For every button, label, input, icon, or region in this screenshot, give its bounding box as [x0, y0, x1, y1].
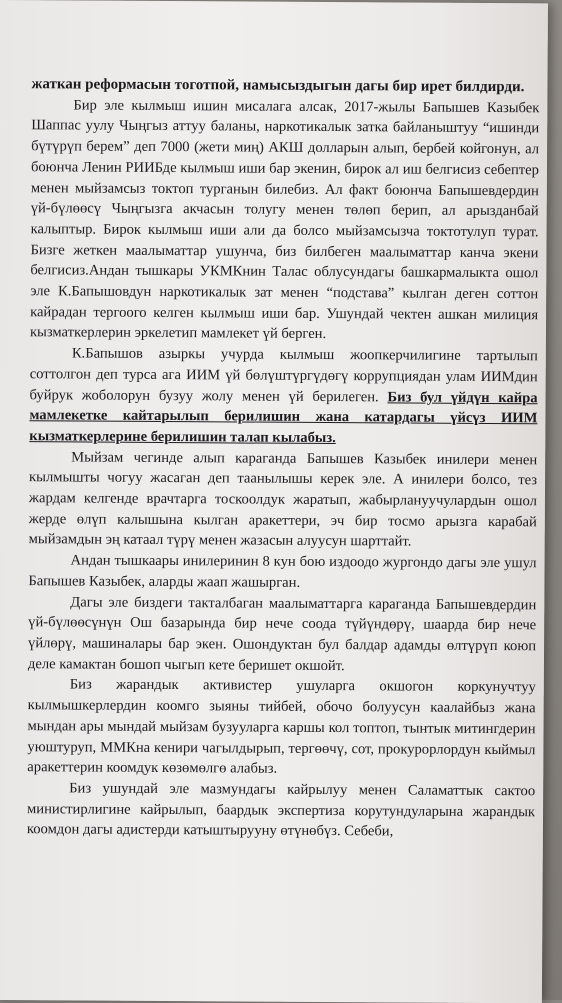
paragraph-3 [29, 343, 538, 450]
paragraph-8: Биз ушундай эле мазмундагы кайрылуу менен Саламаттык сактоо министирлигине кайрылып, баардык экспертиза корутундуларына жарандык коомдон дагы адистерди катыштырууну өтүнөбүз. Себеби, [26, 780, 536, 840]
paragraph-3-demand: Биз бул үйдүн кайра мамлекетке кайтарылып берилишин жана катардагы үйсүз ИИМ кызматкерлерине берилишин талап кылабыз. [29, 388, 538, 447]
paragraph-5: Андан тышкаары инилеринин 8 кун бою издоодо жургондо дагы эле ушул Бапышев Казыбек, аларды жаап жашырган. [28, 552, 537, 591]
paragraph-7: Биз жарандык активистер ушуларга окшогон коркунучтуу кылмышкерлердин коомго зыяны тийбей, обочо болуусун каалайбыз жана мындан ары мындай мыйзам бузууларга каршы кол топтоп, тынтык митингдерин уюштуруп, ММКна кенири чагылдырып, тергөөчү, сот, прокурорлордун кыймыл аракеттерин коомдук көзөмөлгө алабыз. [27, 676, 536, 777]
paragraph-6: Дагы эле биздеги такталбаган маалыматтарга караганда Бапышевдердин үй-бүлөөсүнүн Ош базарында бир нече соода түйүндөрү, шаарда бир нече үйлөрү, машиналары бар экен. Ошондуктан бул балдар адамды өлтүрүп коюп деле камактан бошоп чыгып кете беришет окшойт. [27, 594, 537, 674]
paragraph-3-text: К.Бапышов азыркы учурда кылмыш жоопкерчилигине тартылып соттолгон деп турса ага ИИМ үй бөлүштүргүдөгү коррупциядан улам ИИМдин буйрук жоболорун бузуу жолу менен үй берилеген. [29, 345, 538, 405]
paragraph-4: Мыйзам чегинде алып караганда Бапышев Казыбек инилери менен кылмышты чогуу жасаган деп таанылышы керек эле. А инилери болсо, тез жардам келгенде врачтарга тоскоолдук жаратып, жабырлануучулардын ошол жерде өлүп калышына кылган аракеттери, эч бир тосмо арызга карабай мыйзамдын эң катаал түрү менен жазасын алуусун шарттайт. [28, 449, 538, 550]
document-body [27, 74, 540, 843]
paragraph-2: Бир эле кылмыш ишин мисалага алсак, 2017-жылы Бапышев Казыбек Шаппас уулу Чыңгыз аттуу баланы, наркотикалык затка байланыштуу “ишинди бүтүрүп берем” деп 7000 (жети миң) АКШ долларын алып, бербей койгонун, ал боюнча Ленин РИИБде кылмыш иши бар экенин, бирок ал иш белгисиз себептер менен мыйзамсыз токтоп турганын билебиз. Ал факт боюнча Бапышевдердин үй-бүлөөсү Чыңгызга акчасын толугу менен төлөп берип, ал арызданбай калыптыр. Бирок кылмыш иши али да болсо мыйзамсызча токтотулуп турат. Бизге жеткен маалыматтар ушунча, биз билбеген маалыматтар канча экени белгисиз.Андан тышкары УКМКнин Талас облусундагы башкармалыкта ошол эле К.Бапышовдун наркотикалык зат менен “подстава” кылган деген соттон кайрадан тергоого келген кылмыш иши бар. Ушундай чектен ашкан милиция кызматкерлерин эркелетип мамлекет үй берген. [29, 97, 540, 343]
paragraph-1: жаткан реформасын тоготпой, намысыздыгын дагы бир ирет билдирди. [31, 76, 525, 96]
